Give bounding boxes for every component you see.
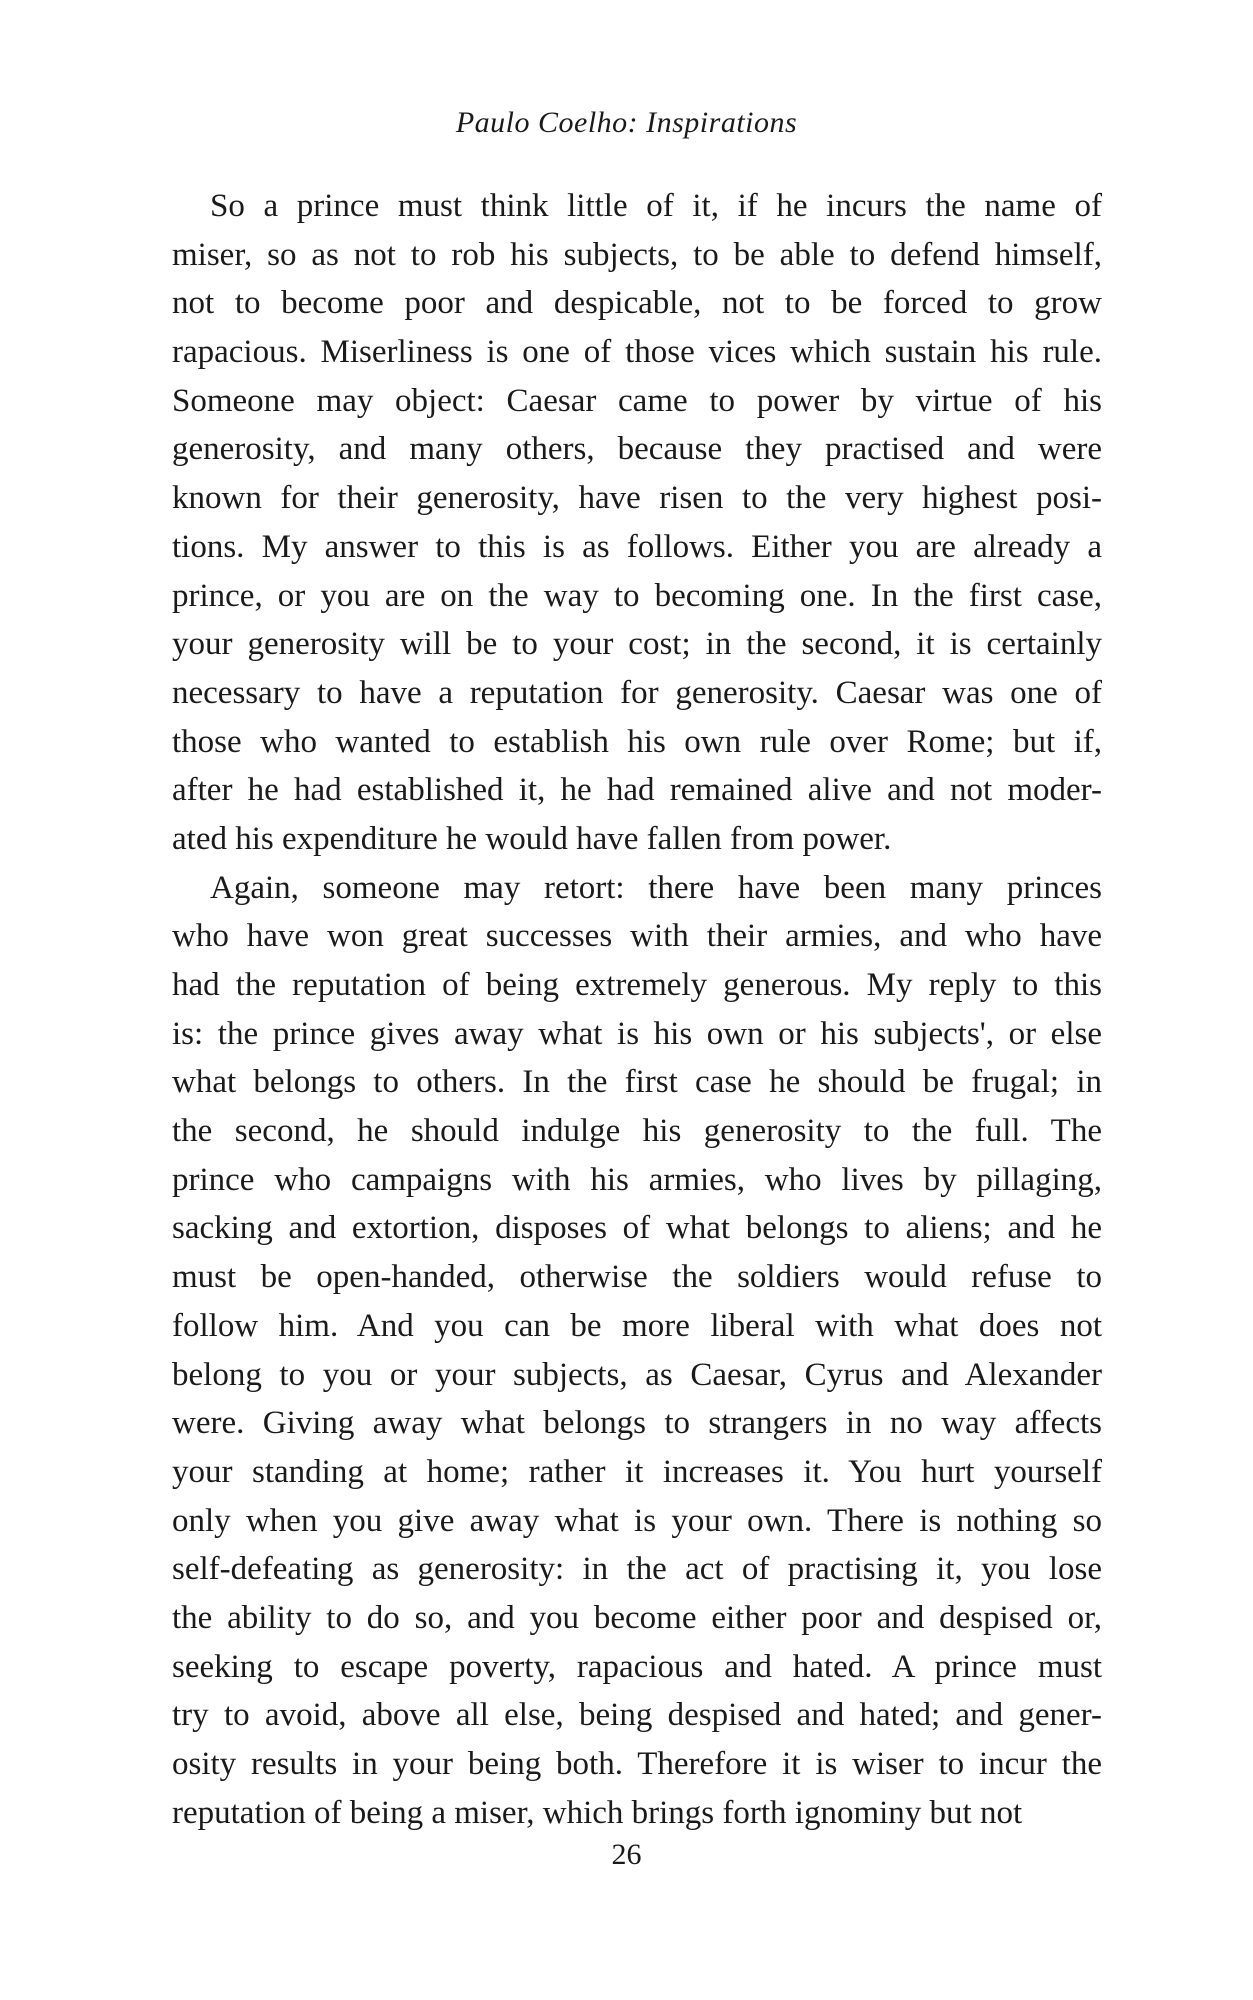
text-line: try to avoid, above all else, being despised and hated; and gener-	[172, 1697, 1102, 1734]
text-line: what belongs to others. In the first case he should be frugal; in	[172, 1064, 1102, 1101]
text-line: necessary to have a reputation for generosity. Caesar was one of	[172, 674, 1102, 711]
text-line: only when you give away what is your own. There is nothing so	[172, 1502, 1102, 1539]
text-line: the second, he should indulge his generosity to the full. The	[172, 1113, 1102, 1150]
text-line: ated his expenditure he would have fallen from power.	[172, 820, 892, 857]
text-line: follow him. And you can be more liberal with what does not	[172, 1307, 1102, 1344]
text-line: had the reputation of being extremely generous. My reply to this	[172, 967, 1102, 1003]
text-line: is: the prince gives away what is his own or his subjects', or else	[172, 1015, 1102, 1052]
text-line: not to become poor and despicable, not to be forced to grow	[172, 285, 1102, 322]
text-line: belong to you or your subjects, as Caesar, Cyrus and Alexander	[172, 1356, 1102, 1393]
text-line: self-defeating as generosity: in the act of practising it, you lose	[172, 1551, 1102, 1588]
body-text	[172, 182, 1102, 1837]
text-line: known for their generosity, have risen to the very highest posi-	[172, 480, 1102, 517]
text-line: generosity, and many others, because they practised and were	[172, 431, 1102, 468]
paragraph	[172, 182, 1102, 864]
text-line: So a prince must think little of it, if he incurs the name of	[210, 188, 1102, 224]
text-line: reputation of being a miser, which brings forth ignominy but not	[172, 1794, 1023, 1831]
text-line: tions. My answer to this is as follows. Either you are already a	[172, 528, 1102, 565]
text-line: Someone may object: Caesar came to power by virtue of his	[172, 382, 1102, 419]
text-line: your generosity will be to your cost; in the second, it is certainly	[172, 626, 1102, 663]
text-line: who have won great successes with their armies, and who have	[172, 918, 1102, 955]
text-line: after he had established it, he had remained alive and not moder-	[172, 772, 1102, 809]
page-number: 26	[611, 1838, 642, 1871]
text-line: prince, or you are on the way to becoming one. In the first case,	[172, 577, 1102, 614]
paragraph	[172, 864, 1102, 1838]
text-line: Again, someone may retort: there have been many princes	[210, 869, 1102, 906]
running-head: Paulo Coelho: Inspirations	[455, 106, 798, 139]
text-line: miser, so as not to rob his subjects, to be able to defend himself,	[172, 236, 1102, 273]
text-line: seeking to escape poverty, rapacious and hated. A prince must	[172, 1648, 1102, 1685]
text-line: osity results in your being both. Therefore it is wiser to incur the	[172, 1746, 1102, 1782]
text-line: must be open-handed, otherwise the soldiers would refuse to	[172, 1259, 1102, 1296]
text-line: the ability to do so, and you become either poor and despised or,	[172, 1599, 1102, 1636]
text-line: sacking and extortion, disposes of what belongs to aliens; and he	[172, 1210, 1102, 1247]
text-line: prince who campaigns with his armies, who lives by pillaging,	[172, 1161, 1102, 1198]
text-line: your standing at home; rather it increases it. You hurt yourself	[172, 1453, 1102, 1490]
text-line: those who wanted to establish his own rule over Rome; but if,	[172, 723, 1102, 760]
text-line: rapacious. Miserliness is one of those vices which sustain his rule.	[172, 334, 1102, 371]
text-line: were. Giving away what belongs to strangers in no way affects	[172, 1405, 1102, 1442]
